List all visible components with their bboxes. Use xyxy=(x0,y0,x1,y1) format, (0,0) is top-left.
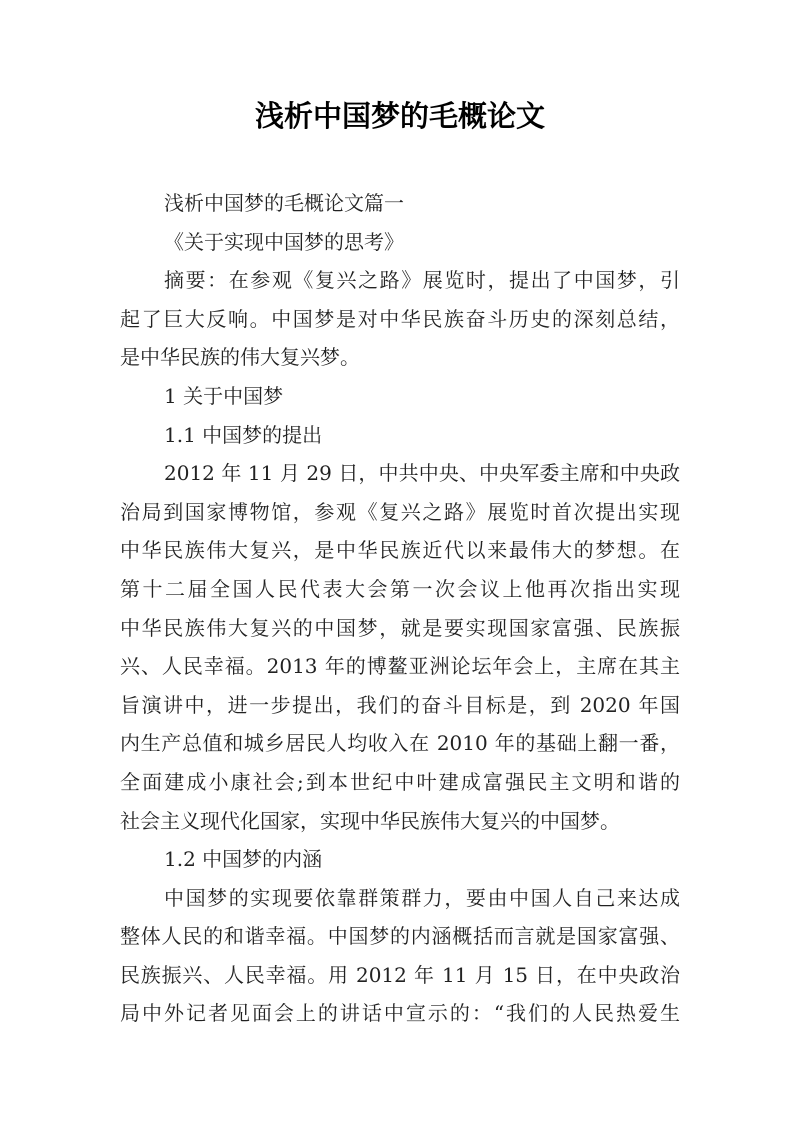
section-heading: 1 关于中国梦 xyxy=(164,383,284,408)
paragraph-line: 第十二届全国人民代表大会第一次会议上他再次指出实现 xyxy=(120,576,680,601)
document-body xyxy=(120,184,680,1033)
paragraph-line: 中华民族伟大复兴，是中华民族近代以来最伟大的梦想。在 xyxy=(120,538,680,563)
paragraph-line: 中华民族伟大复兴的中国梦，就是要实现国家富强、民族振 xyxy=(120,615,680,640)
paragraph-line: 局中外记者见面会上的讲话中宣示的：“我们的人民热爱生 xyxy=(120,1001,680,1026)
subsection-heading: 1.2 中国梦的内涵 xyxy=(164,847,323,872)
paragraph-line: 中国梦的实现要依靠群策群力，要由中国人自己来达成 xyxy=(164,885,680,910)
paragraph-line: 是中华民族的伟大复兴梦。 xyxy=(120,345,360,370)
article-title: 《关于实现中国梦的思考》 xyxy=(164,229,404,254)
paragraph-line: 旨演讲中，进一步提出，我们的奋斗目标是，到 2020 年国 xyxy=(120,692,680,717)
paragraph-line: 民族振兴、人民幸福。用 2012 年 11 月 15 日，在中央政治 xyxy=(120,962,680,987)
paragraph-line: 治局到国家博物馆，参观《复兴之路》展览时首次提出实现 xyxy=(120,499,680,524)
section-heading: 浅析中国梦的毛概论文篇一 xyxy=(164,191,404,215)
paragraph-line: 整体人民的和谐幸福。中国梦的内涵概括而言就是国家富强、 xyxy=(120,924,680,949)
document-title: 浅析中国梦的毛概论文 xyxy=(254,99,545,133)
paragraph-line: 2012 年 11 月 29 日，中共中央、中央军委主席和中央政 xyxy=(164,461,680,486)
paragraph-line: 社会主义现代化国家，实现中华民族伟大复兴的中国梦。 xyxy=(120,808,620,833)
paragraph-line: 内生产总值和城乡居民人均收入在 2010 年的基础上翻一番， xyxy=(120,731,680,756)
paragraph-line: 全面建成小康社会;到本世纪中叶建成富强民主文明和谐的 xyxy=(120,769,680,794)
paragraph-line: 摘要：在参观《复兴之路》展览时，提出了中国梦，引 xyxy=(164,268,680,293)
paragraph-line: 兴、人民幸福。2013 年的博鳌亚洲论坛年会上，主席在其主 xyxy=(120,654,680,679)
paragraph-line: 起了巨大反响。中国梦是对中华民族奋斗历史的深刻总结， xyxy=(120,306,680,331)
subsection-heading: 1.1 中国梦的提出 xyxy=(164,422,323,447)
